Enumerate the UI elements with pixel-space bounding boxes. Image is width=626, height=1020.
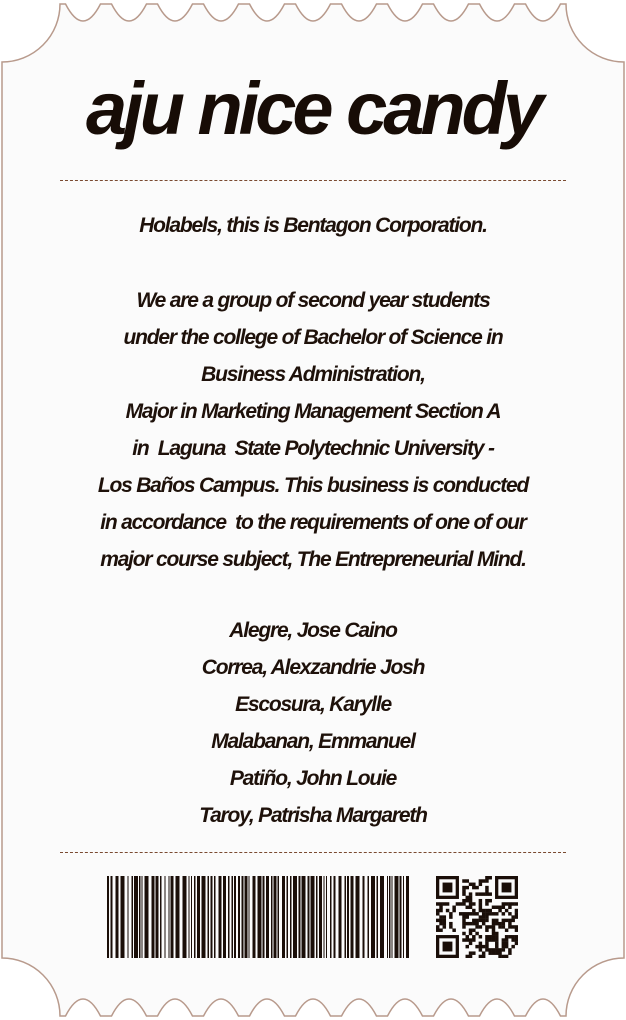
- description-line: in accordance to the requirements of one of our: [100, 511, 526, 534]
- description-line: Los Baños Campus. This business is conducted: [97, 474, 529, 497]
- barcode-icon: [107, 876, 413, 958]
- top-divider: [60, 180, 566, 181]
- member-name: Correa, Alexzandrie Josh: [201, 656, 425, 679]
- description-line: We are a group of second year students: [136, 289, 490, 312]
- brand-title: aju nice candy: [86, 67, 540, 150]
- description-line: under the college of Bachelor of Science in: [123, 326, 503, 349]
- member-name: Alegre, Jose Caino: [229, 619, 397, 642]
- description-line: in Laguna State Polytechnic University -: [132, 437, 494, 460]
- description-paragraph: [40, 282, 586, 578]
- member-list: [40, 612, 586, 834]
- description-line: Major in Marketing Management Section A: [125, 400, 501, 423]
- description-line: Business Administration,: [201, 363, 425, 386]
- greeting-text: Holabels, this is Bentagon Corporation.: [139, 214, 487, 237]
- member-name: Escosura, Karylle: [235, 693, 391, 716]
- bottom-divider: [60, 852, 566, 853]
- member-name: Taroy, Patrisha Margareth: [199, 804, 427, 827]
- member-name: Patiño, John Louie: [229, 767, 397, 790]
- qr-code-icon: [436, 876, 518, 958]
- member-name: Malabanan, Emmanuel: [211, 730, 415, 753]
- description-line: major course subject, The Entrepreneurial Mind.: [100, 548, 526, 571]
